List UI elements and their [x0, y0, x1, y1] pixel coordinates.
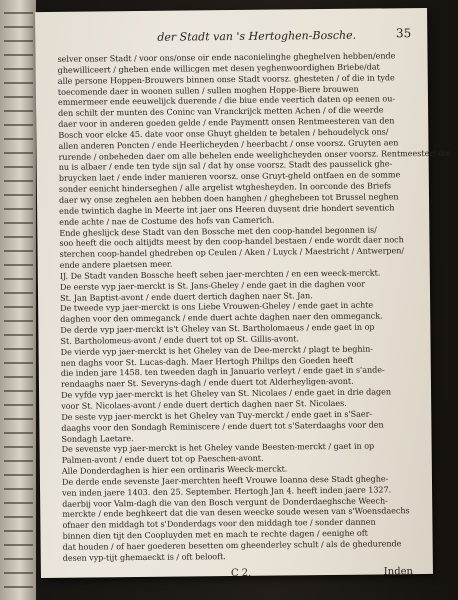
facing-page-line	[4, 558, 33, 560]
facing-page-line	[4, 124, 33, 126]
text-line: De vierde vyp jaer-merckt is het Gheley van de Dee-merckt / plagt te beghin-	[60, 343, 373, 357]
facing-page-line	[4, 446, 33, 448]
facing-page-line	[4, 460, 33, 462]
text-line: nu is albaer / ende ten tyde sijn sal / dat hy onse voorsz. Stadt des pausselick ghe-	[58, 158, 393, 173]
facing-page-line	[4, 54, 33, 56]
text-line: nen daghs voor St. Lucas-dagh. Maer Hertogh Philips den Goeden heeft	[60, 354, 354, 368]
text-line: daghen voor den ommeganck / ende duert achte daghen naer den ommeganck.	[60, 310, 383, 325]
catchword: Inden	[383, 565, 413, 578]
text-line: binnen dien tijt den Coopluyden met en mach te rechte dagen / eenighe oft	[62, 527, 368, 541]
text-line: De eerste vyp jaer-merckt is St. Jans-Gheley / ende gaet in die daghen voor	[59, 278, 366, 292]
facing-page-line	[4, 264, 33, 266]
text-line: Palmen-avont / ende duert tot op Paeschen-avont.	[61, 452, 264, 466]
facing-page-line	[4, 68, 33, 70]
text-line: ende twintich daghe in Meerte int jaer ons Heeren duysent drie hondert seventich	[59, 202, 395, 216]
facing-page-line	[4, 572, 33, 574]
text-line: voor St. Nicolaes-avont / ende duert dertich daghen naer St. Nicolaes.	[61, 397, 347, 411]
facing-page-line	[4, 530, 33, 532]
text-line: die inden jare 1458. ten tweeden dagh in Januario verleyt / ende gaet in s'ande-	[60, 364, 385, 379]
text-line: rendaaghs naer St. Severyns-dagh / ende duert tot Alderheyligen-avont.	[60, 376, 354, 390]
facing-page-line	[4, 82, 33, 84]
text-line: St. Bartholomeus-avont / ende duert tot op St. Gillis-avont.	[60, 333, 300, 346]
text-line: De sevenste vyp jaer-merckt is het Gheley vande Beesten-merckt / gaet in op	[61, 440, 375, 455]
page-header	[57, 26, 412, 48]
running-head: der Stadt van 's Hertoghen-Bosche.	[157, 28, 357, 44]
facing-page-line	[4, 488, 33, 490]
facing-page-line	[4, 222, 33, 224]
facing-page-line	[4, 306, 33, 308]
facing-page-line	[4, 586, 33, 588]
text-line: sterchen coop-handel ghedreben op Ceulen / Aken / Luyck / Maestricht / Antwerpen/	[59, 245, 405, 260]
text-line: daaghs voor den Sondagh Reminiscere / ende duert tot s'Saterdaaghs voor den	[61, 419, 384, 433]
body-text	[57, 50, 451, 563]
text-line: De vyfde vyp jaer-merckt is het Gheley van St. Nicolaes / ende gaet in drie dagen	[61, 386, 392, 400]
text-line: daer voor in anderen goeden gelde / ende Paymentt onsen Rentmeesteren van den	[58, 115, 395, 129]
facing-page-line	[4, 110, 33, 112]
text-line: De tweede vyp jaer-merckt is ons Liebe Vrouwen-Gheley / ende gaet in achte	[60, 299, 374, 314]
facing-page-line	[4, 502, 33, 504]
book-page	[35, 8, 451, 579]
facing-page-line	[4, 362, 33, 364]
text-line: ende andere plaetsen meer.	[59, 258, 173, 270]
facing-page-line	[4, 236, 33, 238]
facing-page-line	[4, 320, 33, 322]
text-line: St. Jan Baptist-avont / ende duert dertich daghen naer St. Jan.	[59, 289, 313, 303]
text-line: De derde vyp jaer-merckt is't Gheley van St. Bartholomaeus / ende gaet in op	[60, 321, 375, 335]
facing-page-line	[4, 348, 33, 350]
text-line: Bosch voor elcke 45. date voor onse Ghuyt ghelden te betalen / behoudelyck ons/	[58, 126, 389, 140]
text-line: merckte / ende beghkeert dat die van desen weecke soude wesen van s'Woensdaechs	[62, 505, 410, 520]
facing-page-line	[4, 12, 33, 14]
facing-page-line	[4, 40, 33, 42]
text-line: IJ. De Stadt vanden Bossche heeft seben jaer-merchten / en een weeck-merckt.	[59, 267, 381, 281]
text-line: toecomende daer in woonen sullen / sullen moghen Hoppe-Biere brouwen	[57, 83, 359, 97]
text-line: bruycken laet / ende inder manieren voorsz. onse Gruyt-gheld ontfaen en de somme	[58, 169, 401, 184]
facing-page-line	[4, 418, 33, 420]
facing-page-line	[4, 96, 33, 98]
text-line: desen vyp-tijt ghemaeckt is / oft belooft.	[62, 550, 226, 563]
facing-page-line	[4, 292, 33, 294]
text-line: De seste vyp jaer-merckt is het Gheley van Tuy-merckt / ende gaet in s'Saer-	[61, 408, 373, 422]
text-line: selver onser Stadt / voor ons/onse oir ende naconielinghe gheghelven hebben/ende	[57, 50, 396, 64]
text-line: alle persone Hoppen-Brouwers binnen onse Stadt voorsz. ghesteten / of die in tyde	[57, 71, 395, 86]
facing-page-line	[4, 432, 33, 434]
text-line: allen anderen Poncten / ende Heerlicheyden / heerbacht / onse voorsz. Gruyten aen	[58, 137, 399, 151]
facing-page-line	[4, 26, 33, 28]
facing-page-line	[4, 390, 33, 392]
text-line: Alle Donderdaghen is hier een ordinaris Weeck-merckt.	[61, 463, 288, 476]
text-line: daerbij voor Valm-dagh die van den Bosch vergunt de Donderdaeghsche Weech-	[62, 494, 388, 509]
signature-mark: C 2.	[230, 567, 252, 579]
text-line: ghewilliceert / gheben ende willicgen met desen yeghenwoordighen Briebe/dat	[57, 61, 380, 75]
facing-page-line	[4, 474, 33, 476]
page-number: 35	[395, 26, 412, 41]
text-line: rurende / onbeheden daer om alle behelen ende weelighcheyden onser voorsz. Rentmeester/ die	[58, 147, 451, 162]
facing-page-line	[4, 334, 33, 336]
text-line: Sondagh Laetare.	[61, 432, 134, 444]
text-line: ende achte / nae de Costume des hofs van Camerich.	[59, 214, 275, 227]
facing-page-line	[4, 208, 33, 210]
text-line: den schilt der munten des Coninc van Vranckrijck metten Achen / of die weerde	[58, 104, 384, 119]
facing-page-line	[4, 404, 33, 406]
facing-page-line	[4, 516, 33, 518]
facing-page-line	[4, 376, 33, 378]
facing-page-line	[4, 278, 33, 280]
text-line: dat houden / of haer goederen besetten om gheenderley schult / als de ghedurende	[62, 538, 402, 552]
text-line: Ende gheslijck dese Stadt van den Bossche met den coop-handel begonnen is/	[59, 224, 377, 238]
facing-page-line	[4, 166, 33, 168]
facing-page-edge	[0, 0, 36, 600]
text-line: soo heeft die ooch altijdts meest by den coop-handel bestaen / ende wordt daer noch	[59, 234, 404, 249]
facing-page-line	[4, 152, 33, 154]
text-line: ofnaer den middagh tot s'Donderdags voor den middagh toe / sonder dannen	[62, 516, 376, 531]
facing-page-line	[4, 544, 33, 546]
text-line: ven inden jaere 1403. den 25. September. Hertogh Jan 4. heeft inden jaere 1327.	[62, 484, 392, 498]
text-line: sonder eenicht hinderseghen / alle argelist wtghesheyden. In oorconde des Briefs	[58, 180, 392, 194]
text-line: De derde ende sevenste Jaer-merchten heeft Vrouwe Ioanna dese Stadt gheghe-	[61, 473, 389, 487]
facing-page-line	[4, 194, 33, 196]
page-content	[57, 26, 451, 583]
text-line: daer wy onse zeghelen aen hebben doen hanghen / gheghebeen tot Brussel neghen	[58, 191, 399, 205]
text-line: emmermeer ende eeuwelijck duerende / die biue ende veertich daten op eenen ou-	[57, 93, 396, 108]
facing-page-line	[4, 250, 33, 252]
facing-page-line	[4, 138, 33, 140]
facing-page-line	[4, 180, 33, 182]
